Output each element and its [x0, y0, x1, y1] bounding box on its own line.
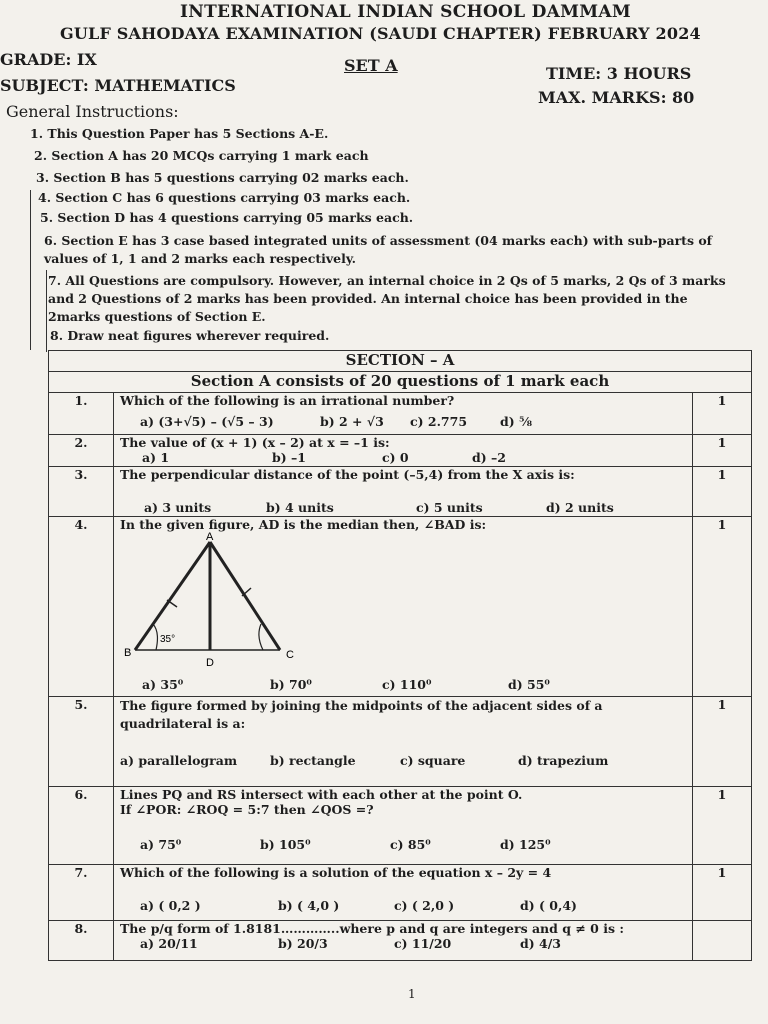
question-text-line2: If ∠POR: ∠ROQ = 5:7 then ∠QOS =? [120, 802, 374, 817]
options [120, 837, 686, 852]
question-text: The value of (x + 1) (x – 2) at x = –1 is: [120, 435, 390, 450]
option: b) 105⁰ [260, 837, 311, 852]
option: b) 70⁰ [270, 677, 312, 692]
instruction-item: 5. Section D has 4 questions carrying 05 marks each. [40, 210, 414, 225]
question-number: 5. [49, 697, 114, 787]
triangle-diagram [120, 532, 320, 672]
option: a) (3+√5) – (√5 – 3) [140, 414, 274, 429]
vertex-label: A [206, 532, 214, 543]
question-number: 7. [49, 865, 114, 921]
question-text: Which of the following is an irrational number? [120, 393, 455, 408]
section-subtitle: Section A consists of 20 questions of 1 mark each [49, 372, 752, 393]
option: b) 2 + √3 [320, 414, 384, 429]
option: d) 125⁰ [500, 837, 551, 852]
question-marks: 1 [693, 697, 752, 787]
option: a) 1 [142, 450, 170, 465]
triangle-figure [120, 532, 320, 677]
vertex-label: B [124, 647, 132, 659]
option: c) 2.775 [410, 414, 468, 429]
option: a) 75⁰ [140, 837, 182, 852]
question-body [114, 517, 693, 697]
question-number: 6. [49, 787, 114, 865]
option: c) 85⁰ [390, 837, 431, 852]
question-body [114, 435, 693, 467]
question-row [49, 787, 752, 865]
page-number: 1 [408, 987, 416, 1001]
option: d) ⁵⁄₈ [500, 414, 533, 429]
option: d) –2 [472, 450, 506, 465]
question-text: The figure formed by joining the midpoints of the adjacent sides of a quadrilateral is a: [120, 698, 603, 731]
section-title: SECTION – A [49, 351, 752, 372]
option: b) rectangle [270, 753, 356, 768]
subject-label: SUBJECT: MATHEMATICS [0, 76, 236, 95]
option: d) 2 units [546, 500, 614, 515]
question-marks: 1 [693, 435, 752, 467]
option: a) parallelogram [120, 753, 238, 768]
option: d) trapezium [518, 753, 609, 768]
option: c) 11/20 [394, 936, 452, 951]
options [120, 677, 686, 692]
option: c) 5 units [416, 500, 483, 515]
question-body [114, 393, 693, 435]
option: c) square [400, 753, 466, 768]
options [120, 898, 686, 913]
question-row [49, 921, 752, 961]
question-row [49, 865, 752, 921]
question-marks: 1 [693, 393, 752, 435]
vertex-label: C [286, 649, 294, 661]
option: c) 110⁰ [382, 677, 432, 692]
vertex-label: D [206, 657, 214, 669]
exam-title: GULF SAHODAYA EXAMINATION (SAUDI CHAPTER) FEBRUARY 2024 [60, 24, 701, 43]
max-marks-label: MAX. MARKS: 80 [538, 88, 695, 107]
option: c) ( 2,0 ) [394, 898, 455, 913]
question-row [49, 435, 752, 467]
question-marks [693, 921, 752, 961]
margin-line [46, 270, 47, 352]
question-text: The perpendicular distance of the point (–5,4) from the X axis is: [120, 467, 575, 482]
option: d) 55⁰ [508, 677, 550, 692]
option: b) 4 units [266, 500, 334, 515]
instruction-item: 6. Section E has 3 case based integrated units of assessment (04 marks each) with sub-parts of values of 1, 1 and 2 marks each respectively. [44, 233, 713, 266]
option: a) 35⁰ [142, 677, 184, 692]
question-body [114, 697, 693, 787]
question-number: 4. [49, 517, 114, 697]
time-label: TIME: 3 HOURS [546, 64, 692, 83]
school-name: INTERNATIONAL INDIAN SCHOOL DAMMAM [180, 2, 632, 22]
question-marks: 1 [693, 517, 752, 697]
margin-line [30, 190, 31, 350]
question-table [48, 350, 752, 961]
option: b) –1 [272, 450, 306, 465]
instruction-item: 8. Draw neat figures wherever required. [50, 328, 330, 343]
option: c) 0 [382, 450, 409, 465]
grade-label: GRADE: IX [0, 50, 97, 69]
question-row [49, 393, 752, 435]
question-row [49, 517, 752, 697]
options [120, 936, 686, 951]
option: a) 3 units [144, 500, 212, 515]
option: a) 20/11 [140, 936, 198, 951]
question-marks: 1 [693, 865, 752, 921]
question-text: The p/q form of 1.8181…………..where p and q are integers and q ≠ 0 is : [120, 921, 624, 936]
question-row [49, 697, 752, 787]
question-number: 8. [49, 921, 114, 961]
option: d) ( 0,4) [520, 898, 577, 913]
question-marks: 1 [693, 467, 752, 517]
options [120, 753, 686, 768]
question-number: 3. [49, 467, 114, 517]
question-body [114, 787, 693, 865]
question-text: Lines PQ and RS intersect with each other at the point O. [120, 787, 523, 802]
question-body [114, 467, 693, 517]
instruction-item: 1. This Question Paper has 5 Sections A-E. [30, 126, 329, 141]
options [120, 500, 686, 515]
instruction-item: 2. Section A has 20 MCQs carrying 1 mark each [34, 148, 369, 163]
option: b) ( 4,0 ) [278, 898, 340, 913]
question-body [114, 921, 693, 961]
options [120, 414, 686, 429]
instruction-item: 4. Section C has 6 questions carrying 03 marks each. [38, 190, 411, 205]
option: b) 20/3 [278, 936, 328, 951]
option: d) 4/3 [520, 936, 561, 951]
angle-label: 35° [160, 634, 176, 645]
question-body [114, 865, 693, 921]
question-number: 1. [49, 393, 114, 435]
question-text: In the given figure, AD is the median then, ∠BAD is: [120, 517, 487, 532]
options [120, 450, 686, 465]
set-label: SET A [344, 56, 398, 75]
instructions-title: General Instructions: [6, 102, 179, 121]
option: a) ( 0,2 ) [140, 898, 201, 913]
question-marks: 1 [693, 787, 752, 865]
question-text: Which of the following is a solution of the equation x – 2y = 4 [120, 865, 552, 880]
question-number: 2. [49, 435, 114, 467]
question-row [49, 467, 752, 517]
instruction-item: 7. All Questions are compulsory. However, an internal choice in 2 Qs of 5 marks, 2 Qs of 3 marks and 2 Questions of 2 marks has been provided. An internal choice has been provided in the 2marks questions of Section E. [48, 273, 726, 324]
instruction-item: 3. Section B has 5 questions carrying 02 marks each. [36, 170, 409, 185]
